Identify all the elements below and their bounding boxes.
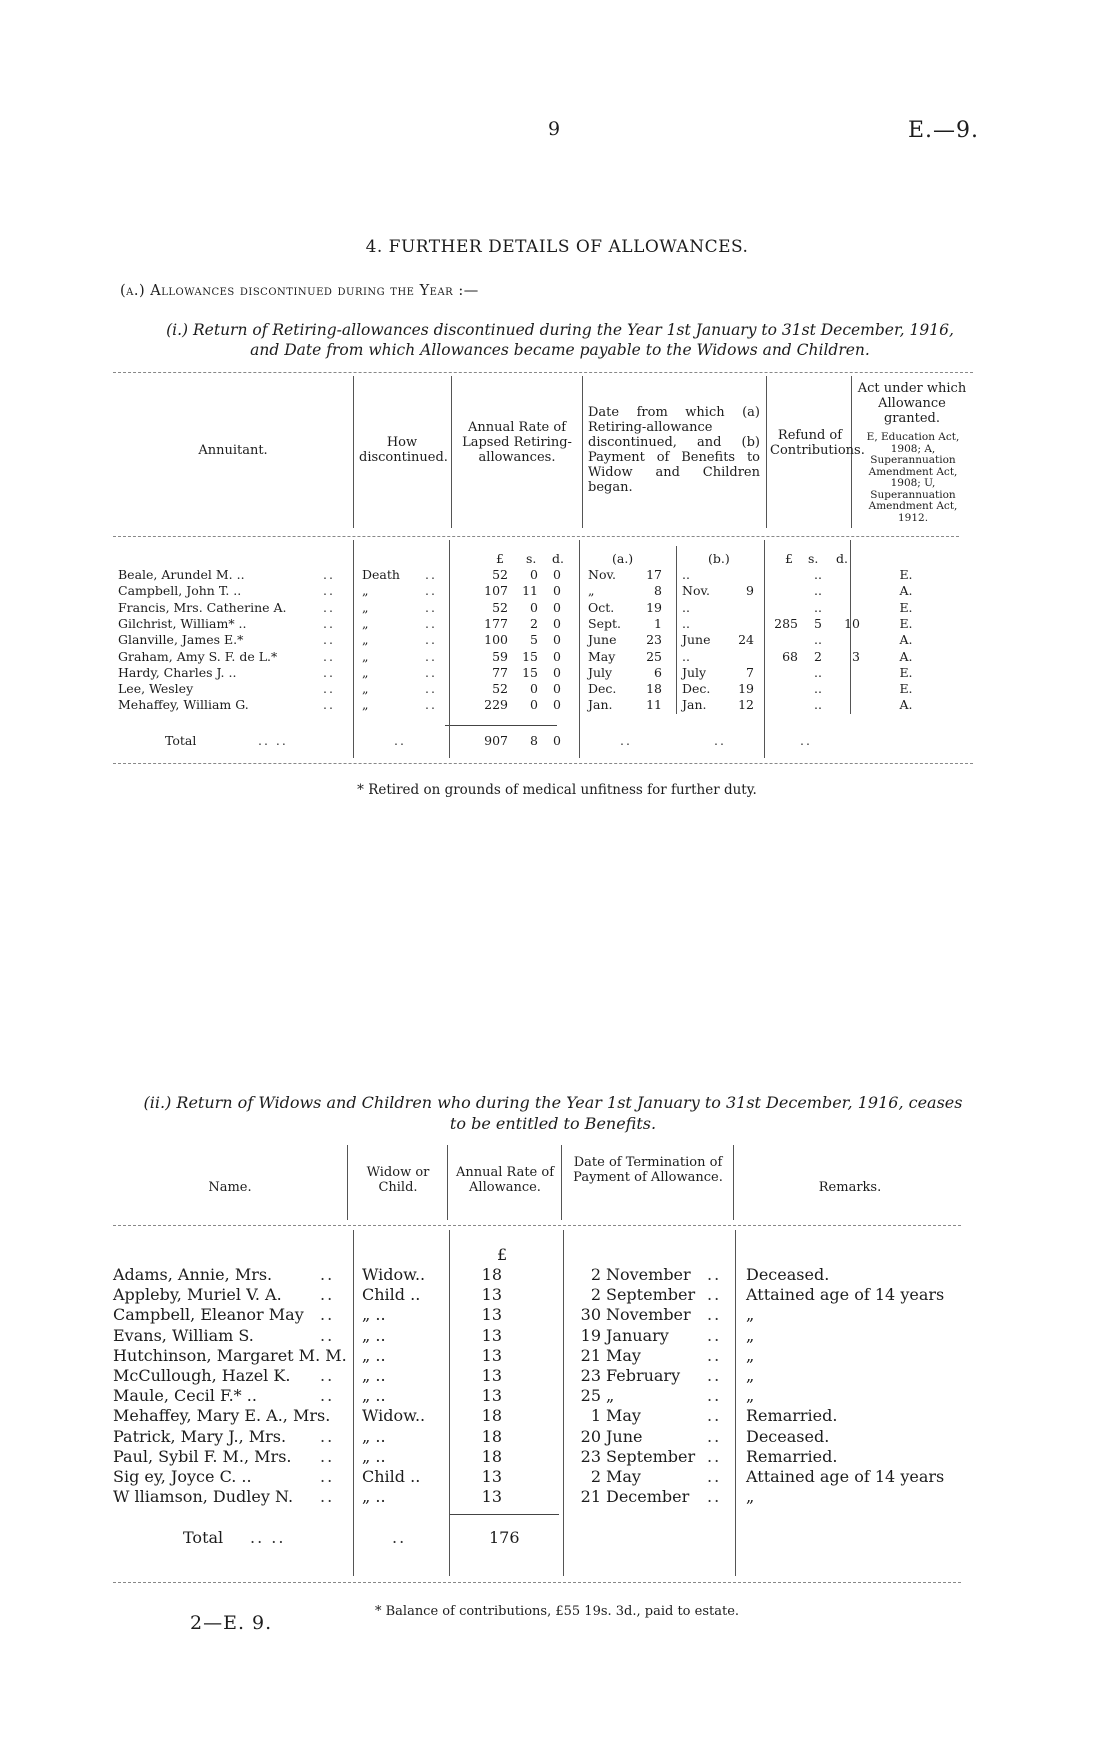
- month-dots: ..: [707, 1345, 722, 1365]
- annuitant-name: Glanville, James E.*: [118, 632, 244, 648]
- discontinued-month: Jan.: [588, 697, 613, 713]
- table-row: [0, 616, 1114, 632]
- row-dots: ..: [320, 1467, 335, 1486]
- page-number: 9: [548, 118, 561, 140]
- unit-pence: d.: [552, 551, 564, 566]
- table-row: [0, 1265, 1114, 1285]
- total-pence: 0: [553, 733, 561, 748]
- widow-or-child: Widow..: [362, 1406, 426, 1426]
- act-code: E.: [899, 567, 913, 582]
- row-dots: ..: [323, 583, 335, 599]
- unit-b: (b.): [708, 551, 730, 566]
- rate-pence: 0: [553, 664, 561, 680]
- row-dots: ..: [323, 697, 335, 713]
- row-dots: ..: [323, 599, 335, 615]
- row-dots: ..: [323, 681, 335, 697]
- benefit-month: Nov.: [682, 583, 711, 599]
- total2-dots: .. ..: [250, 1528, 286, 1547]
- rate-shillings: 11: [522, 583, 538, 599]
- rate-pence: 0: [553, 681, 561, 697]
- widow-or-child: „ ..: [362, 1325, 386, 1345]
- rate-pounds: 52: [492, 599, 508, 615]
- discontinued-day: 6: [654, 664, 662, 680]
- widow-or-child: „ ..: [362, 1366, 386, 1385]
- allowance-rate: 18: [481, 1426, 502, 1446]
- remarks: Remarried.: [746, 1446, 838, 1466]
- how-dots: ..: [425, 681, 437, 697]
- month-dots: ..: [707, 1305, 722, 1325]
- table-row: [0, 1467, 1114, 1487]
- widow-or-child: Widow..: [362, 1265, 426, 1284]
- annuitant-name: Hardy, Charles J. ..: [118, 664, 237, 680]
- unit-refund-pounds: £: [785, 551, 793, 566]
- table1-title-line1: (i.) Return of Retiring-allowances discontinued during the Year 1st January to 31st December, 1916,: [166, 321, 954, 339]
- how-discontinued: Death: [362, 567, 400, 582]
- termination-month: February: [606, 1366, 681, 1385]
- termination-month: November: [606, 1305, 691, 1325]
- table-row: [0, 1447, 1114, 1467]
- benefit-day: 7: [746, 664, 754, 680]
- total2-rate: 176: [489, 1528, 520, 1547]
- table1-bottom-rule: [113, 763, 973, 764]
- total-dots: .. ..: [258, 733, 288, 748]
- discontinued-day: 25: [646, 648, 662, 664]
- row-dots: ..: [320, 1386, 335, 1406]
- rate-shillings: 0: [530, 567, 538, 582]
- row-dots: ..: [323, 648, 335, 664]
- termination-month: May: [606, 1467, 641, 1486]
- page-signature: 2—E. 9.: [190, 1612, 273, 1634]
- rate-pounds: 52: [492, 567, 508, 582]
- widow-or-child: „ ..: [362, 1426, 386, 1446]
- table2-header-rule: [113, 1225, 961, 1226]
- table2-divider: [733, 1145, 734, 1220]
- table1-divider: [353, 376, 354, 528]
- month-dots: ..: [707, 1285, 722, 1305]
- allowance-rate: 13: [481, 1325, 502, 1345]
- how-dots: ..: [425, 567, 437, 582]
- table1-title-line2: and Date from which Allowances became payable to the Widows and Children.: [250, 341, 870, 359]
- table-row: [0, 1406, 1114, 1426]
- allowance-rate: 18: [481, 1446, 502, 1466]
- rate-shillings: 0: [530, 697, 538, 713]
- termination-day: 2: [590, 1467, 601, 1486]
- month-dots: ..: [707, 1467, 722, 1486]
- row-dots: ..: [323, 664, 335, 680]
- termination-day: 21: [580, 1487, 601, 1507]
- refund-shillings: ..: [814, 681, 822, 697]
- benefit-month: ..: [682, 567, 690, 582]
- refund-pounds: 285: [774, 615, 798, 631]
- rate-shillings: 0: [530, 599, 538, 615]
- annuitant-name: Gilchrist, William* ..: [118, 615, 247, 631]
- total-a: ..: [620, 733, 632, 748]
- col-act-note: E, Education Act, 1908; A, Superannuation Amendment Act, 1908; U, Superannuation Amendment Act, 1912.: [866, 431, 960, 524]
- table1-divider: [451, 376, 452, 528]
- discontinued-month: Oct.: [588, 599, 615, 615]
- table1-divider: [766, 376, 767, 528]
- discontinued-month: Sept.: [588, 615, 621, 631]
- row-dots: ..: [323, 615, 335, 631]
- rate-pounds: 229: [484, 697, 508, 713]
- termination-month: May: [606, 1345, 641, 1365]
- allowance-rate: 13: [481, 1285, 502, 1305]
- termination-day: 19: [580, 1325, 601, 1345]
- annuitant-name: Beale, Arundel M. ..: [118, 567, 245, 582]
- act-code: A.: [899, 583, 913, 599]
- discontinued-day: 18: [646, 681, 662, 697]
- row-dots: ..: [320, 1446, 335, 1466]
- termination-day: 20: [580, 1426, 601, 1446]
- discontinued-day: 23: [646, 632, 662, 648]
- rate-pounds: 107: [484, 583, 508, 599]
- benefit-day: 19: [738, 681, 754, 697]
- table2-divider: [347, 1145, 348, 1220]
- discontinued-day: 11: [646, 697, 662, 713]
- section-heading: 4. FURTHER DETAILS OF ALLOWANCES.: [365, 237, 749, 257]
- beneficiary-name: Paul, Sybil F. M., Mrs.: [113, 1446, 292, 1466]
- row-dots: ..: [320, 1325, 335, 1345]
- col-termination-header: Date of Termination of Payment of Allowance.: [573, 1155, 723, 1185]
- month-dots: ..: [707, 1366, 722, 1385]
- total-label: Total: [165, 733, 197, 748]
- remarks: „: [746, 1487, 755, 1507]
- rate-pounds: 177: [484, 615, 508, 631]
- rate-pounds: 52: [492, 681, 508, 697]
- table-row: [0, 649, 1114, 665]
- remarks: „: [746, 1305, 755, 1325]
- month-dots: ..: [707, 1386, 722, 1406]
- month-dots: ..: [707, 1325, 722, 1345]
- col-type-header: Widow or Child.: [366, 1165, 430, 1195]
- discontinued-month: May: [588, 648, 616, 664]
- how-dots: ..: [425, 583, 437, 599]
- discontinued-month: Nov.: [588, 567, 617, 582]
- rate-pence: 0: [553, 583, 561, 599]
- termination-month: September: [606, 1446, 696, 1466]
- rate-shillings: 5: [530, 632, 538, 648]
- total-refund: ..: [800, 733, 812, 748]
- refund-pounds: 68: [782, 648, 798, 664]
- refund-shillings: 5: [814, 615, 822, 631]
- how-discontinued: „: [362, 648, 369, 664]
- row-dots: ..: [320, 1426, 335, 1446]
- allowance-rate: 13: [481, 1345, 502, 1365]
- allowance-rate: 18: [481, 1265, 502, 1284]
- col-act-header: Act under which Allowance granted.: [857, 381, 967, 426]
- table2-unit-pounds: £: [497, 1245, 508, 1264]
- beneficiary-name: Appleby, Muriel V. A.: [113, 1285, 282, 1305]
- table2-footnote: * Balance of contributions, £55 19s. 3d., paid to estate.: [374, 1604, 740, 1619]
- allowance-rate: 18: [481, 1406, 502, 1426]
- how-discontinued: „: [362, 615, 369, 631]
- annuitant-name: Lee, Wesley: [118, 681, 194, 697]
- row-dots: ..: [320, 1285, 335, 1305]
- month-dots: ..: [707, 1487, 722, 1507]
- table2-title-line1: (ii.) Return of Widows and Children who during the Year 1st January to 31st December, 1916, ceases: [143, 1093, 963, 1112]
- month-dots: ..: [707, 1265, 722, 1284]
- benefit-month: June: [682, 632, 711, 648]
- remarks: Attained age of 14 years: [746, 1285, 945, 1305]
- table-row: [0, 567, 1114, 583]
- rate-shillings: 15: [522, 664, 538, 680]
- how-dots: ..: [425, 648, 437, 664]
- termination-month: November: [606, 1265, 691, 1284]
- termination-day: 2: [590, 1285, 601, 1305]
- table2-total-row: [0, 1528, 1114, 1548]
- discontinued-day: 1: [654, 615, 662, 631]
- table1-header-rule: [113, 536, 959, 537]
- table1-divider: [582, 376, 583, 528]
- discontinued-month: June: [588, 632, 617, 648]
- act-code: A.: [899, 648, 913, 664]
- table-row: [0, 632, 1114, 648]
- row-dots: ..: [320, 1305, 335, 1325]
- col-date-header: Date from which (a) Retiring-allowance discontinued, and (b) Payment of Benefits to Widow and Children began.: [588, 405, 760, 495]
- table-row: [0, 1366, 1114, 1386]
- beneficiary-name: W lliamson, Dudley N.: [113, 1487, 294, 1507]
- total-how: ..: [394, 733, 406, 748]
- table2-bottom-rule: [113, 1582, 961, 1583]
- remarks: „: [746, 1345, 755, 1365]
- table-row: [0, 583, 1114, 599]
- col-rate2-header: Annual Rate of Allowance.: [455, 1165, 555, 1195]
- how-dots: ..: [425, 599, 437, 615]
- termination-month: December: [606, 1487, 690, 1507]
- discontinued-day: 19: [646, 599, 662, 615]
- termination-month: June: [606, 1426, 643, 1446]
- allowance-rate: 13: [481, 1366, 502, 1385]
- row-dots: ..: [320, 1265, 335, 1284]
- table1-top-rule: [113, 372, 973, 373]
- rate-pence: 0: [553, 567, 561, 582]
- rate-pounds: 59: [492, 648, 508, 664]
- how-discontinued: „: [362, 681, 369, 697]
- beneficiary-name: Hutchinson, Margaret M. M.: [113, 1345, 347, 1365]
- rate-shillings: 15: [522, 648, 538, 664]
- rate-pence: 0: [553, 615, 561, 631]
- total2-type: ..: [392, 1528, 407, 1547]
- discontinued-month: „: [588, 583, 595, 599]
- beneficiary-name: Campbell, Eleanor May: [113, 1305, 304, 1325]
- act-code: E.: [899, 681, 913, 697]
- act-code: E.: [899, 599, 913, 615]
- row-dots: ..: [320, 1487, 335, 1507]
- table-row: [0, 681, 1114, 697]
- termination-day: 2: [590, 1265, 601, 1284]
- remarks: Deceased.: [746, 1265, 830, 1284]
- termination-month: May: [606, 1406, 641, 1426]
- remarks: Remarried.: [746, 1406, 838, 1426]
- table2-total-rule: [449, 1514, 559, 1515]
- termination-day: 25: [580, 1386, 601, 1406]
- annuitant-name: Mehaffey, William G.: [118, 697, 249, 713]
- termination-month: January: [606, 1325, 669, 1345]
- how-dots: ..: [425, 615, 437, 631]
- table-row: [0, 600, 1114, 616]
- allowance-rate: 13: [481, 1386, 502, 1406]
- how-discontinued: „: [362, 599, 369, 615]
- refund-shillings: ..: [814, 599, 822, 615]
- termination-day: 23: [580, 1446, 601, 1466]
- how-dots: ..: [425, 632, 437, 648]
- act-code: E.: [899, 664, 913, 680]
- annuitant-name: Campbell, John T. ..: [118, 583, 242, 599]
- rate-shillings: 2: [530, 615, 538, 631]
- row-dots: ..: [320, 1366, 335, 1385]
- rate-pence: 0: [553, 697, 561, 713]
- subsection-heading: (a.) Allowances discontinued during the Year :—: [120, 283, 479, 299]
- benefit-month: Jan.: [682, 697, 707, 713]
- month-dots: ..: [707, 1406, 722, 1426]
- remarks: Deceased.: [746, 1426, 830, 1446]
- unit-refund-shillings: s.: [808, 551, 819, 566]
- rate-pence: 0: [553, 632, 561, 648]
- widow-or-child: Child ..: [362, 1285, 421, 1305]
- benefit-day: 9: [746, 583, 754, 599]
- refund-shillings: ..: [814, 632, 822, 648]
- remarks: „: [746, 1386, 755, 1406]
- discontinued-month: Dec.: [588, 681, 617, 697]
- table1-total-rule: [445, 725, 557, 726]
- act-code: A.: [899, 697, 913, 713]
- unit-pounds: £: [496, 551, 504, 566]
- col-annuitant-header: Annuitant.: [198, 443, 268, 458]
- benefit-day: 24: [738, 632, 754, 648]
- table1-total-row: [0, 733, 1114, 749]
- rate-pence: 0: [553, 648, 561, 664]
- unit-a: (a.): [612, 551, 634, 566]
- discontinued-day: 17: [646, 567, 662, 582]
- refund-shillings: ..: [814, 697, 822, 713]
- table-row: [0, 1305, 1114, 1325]
- row-dots: ..: [323, 567, 335, 582]
- benefit-month: ..: [682, 599, 690, 615]
- col-remarks-header: Remarks.: [818, 1180, 882, 1195]
- month-dots: ..: [707, 1426, 722, 1446]
- beneficiary-name: McCullough, Hazel K.: [113, 1366, 291, 1385]
- table2-title: [113, 1092, 993, 1134]
- rate-pounds: 77: [492, 664, 508, 680]
- benefit-month: ..: [682, 615, 690, 631]
- how-discontinued: „: [362, 583, 369, 599]
- discontinued-day: 8: [654, 583, 662, 599]
- table-row: [0, 697, 1114, 713]
- refund-pence: 10: [844, 615, 860, 631]
- table1-footnote: * Retired on grounds of medical unfitness for further duty.: [357, 782, 757, 798]
- how-discontinued: „: [362, 664, 369, 680]
- annuitant-name: Francis, Mrs. Catherine A.: [118, 599, 287, 615]
- benefit-month: ..: [682, 648, 690, 664]
- widow-or-child: Child ..: [362, 1467, 421, 1486]
- discontinued-month: July: [588, 664, 613, 680]
- allowance-rate: 13: [481, 1487, 502, 1507]
- table-row: [0, 1346, 1114, 1366]
- refund-pence: 3: [852, 648, 860, 664]
- beneficiary-name: Evans, William S.: [113, 1325, 254, 1345]
- beneficiary-name: Mehaffey, Mary E. A., Mrs.: [113, 1406, 331, 1426]
- refund-shillings: 2: [814, 648, 822, 664]
- beneficiary-name: Sig ey, Joyce C. ..: [113, 1467, 252, 1486]
- benefit-month: Dec.: [682, 681, 711, 697]
- table-row: [0, 1285, 1114, 1305]
- remarks: Attained age of 14 years: [746, 1467, 945, 1486]
- allowance-rate: 13: [481, 1467, 502, 1486]
- table2-divider: [447, 1145, 448, 1220]
- widow-or-child: „ ..: [362, 1305, 386, 1325]
- table1-units-row: [0, 551, 1114, 567]
- table-row: [0, 1487, 1114, 1507]
- table-row: [0, 1326, 1114, 1346]
- beneficiary-name: Adams, Annie, Mrs.: [113, 1265, 273, 1284]
- remarks: „: [746, 1366, 755, 1385]
- table2-title-line2: to be entitled to Benefits.: [449, 1114, 657, 1133]
- col-rate-header: Annual Rate of Lapsed Retiring-allowances.: [462, 420, 572, 465]
- remarks: „: [746, 1325, 755, 1345]
- termination-month: „: [606, 1386, 615, 1406]
- table1-title: [140, 320, 980, 360]
- total-shillings: 8: [530, 733, 538, 748]
- total-b: ..: [714, 733, 726, 748]
- termination-month: September: [606, 1285, 696, 1305]
- termination-day: 23: [580, 1366, 601, 1385]
- beneficiary-name: Maule, Cecil F.* ..: [113, 1386, 257, 1406]
- unit-refund-pence: d.: [836, 551, 848, 566]
- rate-pounds: 100: [484, 632, 508, 648]
- col-how-header: How discontinued.: [359, 435, 448, 465]
- termination-day: 30: [580, 1305, 601, 1325]
- col-refund-header: Refund of Contributions.: [770, 428, 865, 458]
- month-dots: ..: [707, 1446, 722, 1466]
- refund-shillings: ..: [814, 664, 822, 680]
- annuitant-name: Graham, Amy S. F. de L.*: [118, 648, 278, 664]
- document-reference: E.—9.: [908, 118, 980, 143]
- unit-shillings: s.: [526, 551, 537, 566]
- rate-shillings: 0: [530, 681, 538, 697]
- how-dots: ..: [425, 697, 437, 713]
- act-code: E.: [899, 615, 913, 631]
- termination-day: 21: [580, 1345, 601, 1365]
- refund-shillings: ..: [814, 567, 822, 582]
- total2-label: Total: [183, 1528, 224, 1547]
- how-dots: ..: [425, 664, 437, 680]
- table-row: [0, 1427, 1114, 1447]
- col-name-header: Name.: [208, 1180, 252, 1195]
- table2-divider: [561, 1145, 562, 1220]
- row-dots: ..: [323, 632, 335, 648]
- beneficiary-name: Patrick, Mary J., Mrs.: [113, 1426, 287, 1446]
- act-code: A.: [899, 632, 913, 648]
- widow-or-child: „ ..: [362, 1386, 386, 1406]
- benefit-month: July: [682, 664, 707, 680]
- how-discontinued: „: [362, 632, 369, 648]
- allowance-rate: 13: [481, 1305, 502, 1325]
- table-row: [0, 665, 1114, 681]
- termination-day: 1: [590, 1406, 601, 1426]
- table-row: [0, 1386, 1114, 1406]
- widow-or-child: „ ..: [362, 1487, 386, 1507]
- total-pounds: 907: [484, 733, 508, 748]
- how-discontinued: „: [362, 697, 369, 713]
- widow-or-child: „ ..: [362, 1345, 386, 1365]
- benefit-day: 12: [738, 697, 754, 713]
- widow-or-child: „ ..: [362, 1446, 386, 1466]
- refund-shillings: ..: [814, 583, 822, 599]
- rate-pence: 0: [553, 599, 561, 615]
